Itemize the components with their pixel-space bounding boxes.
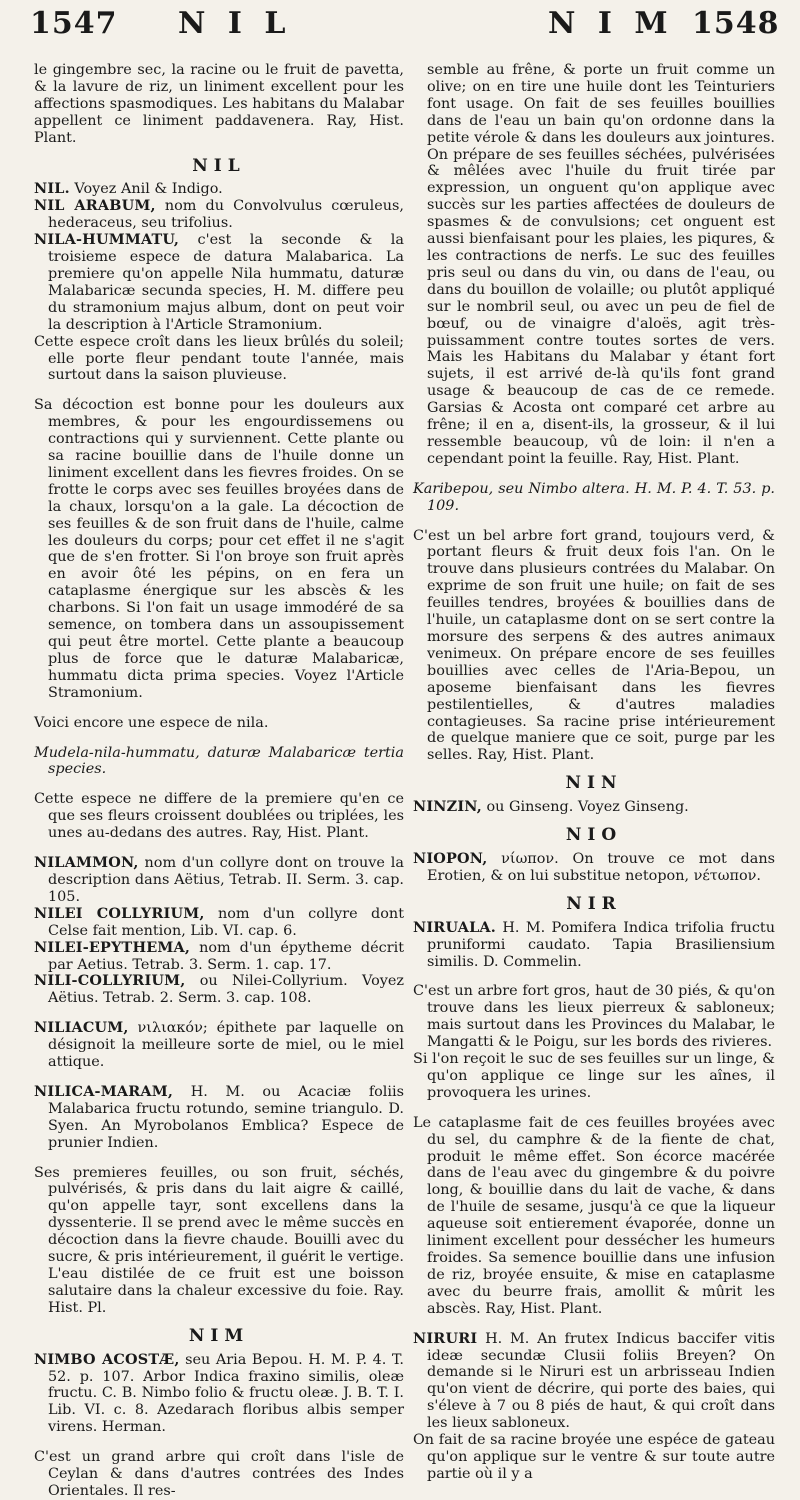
entry-nil — [34, 181, 404, 198]
entry-nilei-collyrium — [34, 906, 404, 940]
paragraph: Cette espece ne differe de la premiere qu'en ce que ses fleurs croissent doublées ou triplées, les unes au-dedans des autres. Ray, Hist. Plant. — [34, 791, 404, 842]
entry-niopon — [413, 851, 775, 885]
paragraph: Sa décoction est bonne pour les douleurs aux membres, & pour les engourdissemens ou contractions qui y surviennent. Cette plante ou sa racine bouillie dans de l'huile donne un liniment excellent dans les fievres froides. On se frotte le corps avec ses feuilles broyées dans de la chaux, lorsqu'on a la gale. La décoction de ses feuilles & de son fruit dans de l'huile, calme les douleurs du corps; pour cet effet il ne s'agit que de s'en frotter. Si l'on broye son fruit après en avoir ôté les pépins, on en fera un cataplasme énergique sur les abscès & les charbons. Si l'on fait un usage immodéré de sa semence, on tombera dans un assoupissement qui peut être mortel. Cette plante a beaucoup plus de force que le daturæ Malabaricæ, hummatu dicta prima species. Voyez l'Article Stramonium. — [34, 397, 404, 701]
headword: NIL ARABUM, — [34, 197, 156, 215]
entry-text: c'est la seconde & la troisieme espece de datura Malabarica. La premiere qu'on appelle Nila hummatu, daturæ Malabaricæ secunda species, H. M. differe peu du stramonium majus album, dont on peut voir la description à l'Article Stramonium. — [48, 232, 404, 333]
sub-entry-karibepou: Karibepou, seu Nimbo altera. H. M. P. 4. T. 53. p. 109. — [413, 480, 775, 514]
paragraph: Cette espece croît dans les lieux brûlés du soleil; elle porte fleur pendant toute l'année, mais surtout dans la saison pluvieuse. — [34, 333, 404, 384]
entry-ninzin — [413, 799, 775, 816]
paragraph: On fait de sa racine broyée une espéce de gateau qu'on applique sur le ventre & sur toute autre partie où il y a — [413, 1432, 775, 1482]
headword: NILICA-MARAM, — [34, 1082, 174, 1100]
entry-text: H. M. An frutex Indicus baccifer vitis ideæ secundæ Clusii foliis Breyen? On demande si le Niruri est un arbrisseau Indien qu'on vient de décrire, qui porte des baies, qui s'éleve à 7 ou 8 piés de haut, & qui croît dans les lieux sabloneux. — [427, 1330, 775, 1432]
paragraph: le gingembre sec, la racine ou le fruit de pavetta, & la lavure de riz, un liniment excellent pour les affections spasmodiques. Les habitans du Malabar appellent ce liniment paddavenera. Ray, Hist. Plant. — [34, 62, 404, 146]
paragraph: Le cataplasme fait de ces feuilles broyées avec du sel, du camphre & de la fiente de chat, produit le même effet. Son écorce macérée dans de l'eau avec du gingembre & du poivre long, & bouillie dans du lait de vache, & dans de l'huile de sesame, jusqu'à ce que la liqueur aqueuse soit entierement évaporée, donne un liniment excellent pour dessécher les humeurs froides. Sa semence bouillie dans une infusion de riz, broyée ensuite, & mise en cataplasme avec du beurre frais, amollit & mûrit les abscès. Ray, Hist. Plant. — [413, 1114, 775, 1317]
entry-nilammon — [34, 855, 404, 906]
headword: NILA-HUMMATU, — [34, 231, 180, 249]
entry-nil-arabum — [34, 198, 404, 232]
left-running-head: N I L — [178, 6, 292, 41]
headword: NILAMMON, — [34, 854, 139, 872]
entry-text: H. M. Pomifera Indica trifolia fructu pruniformi caudato. Tapia Brasiliensium similis. D. Commelin. — [427, 919, 775, 970]
left-page-number: 1547 — [30, 6, 118, 41]
entry-nilei-epythema — [34, 940, 404, 974]
headword: NILI-COLLYRIUM, — [34, 972, 186, 990]
paragraph: C'est un bel arbre fort grand, toujours verd, & portant fleurs & fruit deux fois l'an. On le trouve dans plusieurs contrées du Malabar. On exprime de son fruit une huile; on fait de ses feuilles tendres, broyées & bouillies dans de l'huile, un cataplasme dont on se sert contre la morsure des serpens & des autres animaux venimeux. On prépare encore de ses feuilles bouillies avec celles de l'Aria-Bepou, un aposeme bienfaisant dans les fievres pestilentielles, & d'autres maladies contagieuses. Sa racine prise intérieurement de quelque maniere que ce soit, purge par les selles. Ray, Hist. Plant. — [413, 527, 775, 764]
entry-niruri — [413, 1331, 775, 1432]
entry-text: ou Nilei-Collyrium. Voyez Aëtius. Tetrab. 2. Serm. 3. cap. 108. — [48, 973, 404, 1007]
paragraph: Ses premieres feuilles, ou son fruit, séchés, pulvérisés, & pris dans du lait aigre & caillé, qu'on appelle tayr, sont excellens dans la dyssenterie. Il se prend avec le même succès en décoction dans la fievre chaude. Bouilli avec du sucre, & pris intérieurement, il guérit le vertige. L'eau distilée de ce fruit est une boisson salutaire dans la chaleur excessive du foie. Ray. Hist. Pl. — [34, 1164, 404, 1316]
headword: NILEI COLLYRIUM, — [34, 904, 205, 922]
right-column — [413, 62, 775, 1483]
entry-text: H. M. ou Acaciæ foliis Malabarica fructu rotundo, semine triangulo. D. Syen. An Myrobolanos Emblica? Espece de prunier Indien. — [48, 1083, 404, 1151]
section-heading-nio: NIO — [565, 825, 623, 846]
headword: NIOPON, — [413, 849, 488, 867]
headword: NILEI-EPYTHEMA, — [34, 938, 191, 956]
entry-text: νιλιακόν; épithete par laquelle on désignoit la meilleure sorte de miel, ou le miel attique. — [48, 1020, 404, 1071]
entry-text: nom d'un collyre dont Celse fait mention, Lib. VI. cap. 6. — [48, 905, 404, 939]
section-heading-nim: NIM — [188, 1325, 250, 1346]
headword: NINZIN, — [413, 798, 482, 816]
paragraph: C'est un grand arbre qui croît dans l'isle de Ceylan & dans d'autres contrées des Indes Orientales. Il res- — [34, 1449, 404, 1499]
headword: NIL. — [34, 180, 70, 198]
entry-nilica-maram — [34, 1084, 404, 1152]
right-page-number: 1548 — [692, 6, 780, 41]
paragraph: Si l'on reçoit le suc de ses feuilles sur un linge, & qu'on applique ce linge sur les aînes, il provoquera les urines. — [413, 1051, 775, 1101]
entry-text: nom d'un collyre dont on trouve la description dans Aëtius, Tetrab. II. Serm. 3. cap. 105. — [48, 855, 404, 905]
headword: NILIACUM, — [34, 1019, 129, 1037]
entry-text: ou Ginseng. Voyez Ginseng. — [481, 799, 689, 816]
paragraph: semble au frêne, & porte un fruit comme un olive; on en tire une huile dont les Teinturiers font usage. On fait de ses feuilles bouillies dans de l'eau un bain qu'on ordonne dans la petite vérole & dans les douleurs aux jointures. On prépare de ses feuilles séchées, pulvérisées & mêlées avec l'huile du fruit tirée par expression, un onguent qu'on applique avec succès sur les parties affectées de douleurs de spasmes & de convulsions; cet onguent est aussi bienfaisant pour les plaies, les piqures, & les contractions de nerfs. Le suc des feuilles pris seul ou dans du vin, ou dans de l'eau, ou dans du bouillon de volaille; ou plutôt appliqué sur le nombril seul, ou avec un peu de fiel de bœuf, ou de vinaigre d'aloës, agit très-puissamment contre toutes sortes de vers. Mais les Habitans du Malabar y étant fort sujets, il est arrivé de-là qu'ils font grand usage & beaucoup de cas de ce remede. Garsias & Acosta ont comparé cet arbre au frêne; il en a, disent-ils, la grosseur, & il lui ressemble beaucoup, vû de loin: il n'en a cependant point la feuille. Ray, Hist. Plant. — [427, 62, 775, 467]
section-heading-nir: NIR — [566, 893, 622, 914]
sub-entry-mudela: Mudela-nila-hummatu, daturæ Malabaricæ tertia species. — [34, 744, 404, 778]
section-heading-nil: NIL — [192, 155, 246, 176]
paragraph: Voici encore une espece de nila. — [34, 714, 269, 731]
headword: NIMBO ACOSTÆ, — [34, 1350, 180, 1368]
left-column — [34, 62, 404, 1500]
entry-niruala — [413, 920, 775, 971]
headword: NIRURI — [413, 1329, 478, 1347]
entry-nili-collyrium — [34, 973, 404, 1007]
entry-nimbo-acostae — [34, 1352, 404, 1437]
entry-niliacum — [34, 1020, 404, 1071]
right-running-head: N I M — [548, 6, 674, 41]
entry-text: seu Aria Bepou. H. M. P. 4. T. 52. p. 107. Arbor Indica fraxino similis, oleæ fructu. C. B. Nimbo folio & fructu oleæ. J. B. T. I. Lib. VI. c. 8. Azedarach floribus albis semper virens. Herman. — [48, 1351, 404, 1436]
section-heading-nin: NIN — [565, 773, 623, 794]
headword: NIRUALA. — [413, 918, 497, 936]
entry-nila-hummatu — [34, 232, 404, 333]
paragraph: C'est un arbre fort gros, haut de 30 piés, & qu'on trouve dans les lieux pierreux & sabloneux; mais surtout dans les Provinces du Malabar, le Mangatti & le Poigu, sur les bords des rivieres. — [413, 983, 775, 1051]
entry-text: νίωπον. On trouve ce mot dans Erotien, & on lui substitue netopon, νέτωπον. — [427, 850, 775, 884]
entry-text: nom d'un épytheme décrit par Aetius. Tetrab. 3. Serm. 1. cap. 17. — [48, 939, 404, 973]
entry-text: Voyez Anil & Indigo. — [69, 181, 223, 198]
entry-text: nom du Convolvulus cœruleus, hederaceus, seu trifolius. — [48, 198, 404, 232]
